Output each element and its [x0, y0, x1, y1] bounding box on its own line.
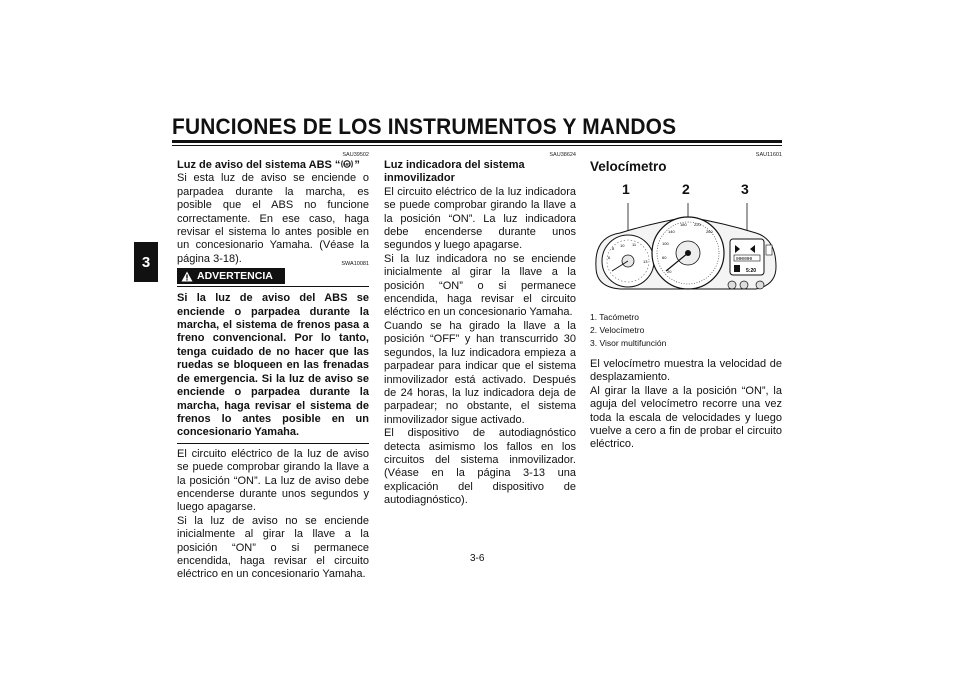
svg-text:ABS: ABS — [343, 162, 352, 167]
abs-warning-icon — [340, 159, 354, 169]
section-code: SAU38624 — [549, 152, 576, 158]
warning-label: ADVERTENCIA — [197, 269, 273, 282]
speedometer-paragraph-1: El velocímetro muestra la velocidad de desplazamiento. — [590, 358, 782, 384]
header-rule-thin — [172, 145, 782, 146]
svg-text:220: 220 — [694, 222, 701, 227]
svg-text:100: 100 — [662, 241, 669, 246]
svg-text:60: 60 — [662, 255, 667, 260]
warning-text: Si la luz de aviso del ABS se enciende o parpadea durante la marcha, el sistema de frenos pasa a freno convencional. Por lo tanto, tenga cuidado de no hacer que las ruedas se bloqueen en las frenadas de emergencia. Si la luz de aviso se enciende o parpadea durante la marcha, haga revisar el sistema de frenos lo antes posible en un concesionario Yamaha. — [177, 292, 369, 439]
warning-badge — [177, 268, 285, 284]
svg-text:8: 8 — [612, 246, 615, 251]
figure-label-3: 3 — [741, 181, 749, 197]
figure-legend — [590, 311, 782, 350]
abs-paragraph-3: Si la luz de aviso no se enciende inicialmente al girar la llave a la posición “ON” o si permanece encendida, haga revisar el circuito eléctrico en un concesionario Yamaha. — [177, 514, 369, 581]
immobilizer-paragraph-3: Cuando se ha girado la llave a la posición “OFF” y han transcurrido 30 segundos, la luz indicadora empieza a parpadear para indicar que el sistema inmovilizador está activado. Después de 24 horas, la luz indicadora deja de parpadear; no obstante, el sistema inmovilizador sigue activado. — [384, 319, 576, 426]
svg-text:260: 260 — [706, 229, 713, 234]
legend-item: 3. Visor multifunción — [590, 338, 667, 348]
warning-triangle-icon — [181, 271, 193, 282]
legend-item: 1. Tacómetro — [590, 312, 639, 322]
warning-end-rule — [177, 443, 369, 444]
lcd-odometer: 000000 — [736, 257, 753, 262]
legend-item: 2. Velocímetro — [590, 325, 645, 335]
svg-text:140: 140 — [668, 229, 675, 234]
column-immobilizer — [384, 152, 576, 508]
page-title: FUNCIONES DE LOS INSTRUMENTOS Y MANDOS — [172, 114, 677, 139]
column-speedometer — [590, 152, 782, 452]
immobilizer-heading: Luz indicadora del sistema inmovilizador — [384, 159, 525, 185]
chapter-tab: 3 — [134, 242, 158, 282]
instrument-cluster-illustration — [590, 197, 782, 297]
svg-text:6: 6 — [608, 255, 611, 260]
speedometer-title: Velocímetro — [590, 159, 667, 174]
abs-paragraph-1: Si esta luz de aviso se enciende o parpadea durante la marcha, es posible que el ABS no funcione correctamente. En ese caso, haga revisar el sistema lo antes posible en un concesionario Yamaha. (Véase la página 3-18). — [177, 172, 369, 265]
lcd-clock: 5:20 — [746, 268, 757, 274]
abs-heading: Luz de aviso del sistema ABS “ ABS ” — [177, 159, 360, 171]
abs-paragraph-2: El circuito eléctrico de la luz de aviso se puede comprobar girando la llave a la posición “ON”. La luz de aviso debe encenderse durante unos segundos y luego apagarse. — [177, 447, 369, 514]
svg-text:20: 20 — [667, 269, 672, 274]
warning-header — [177, 261, 369, 286]
immobilizer-paragraph-2: Si la luz indicadora no se enciende inicialmente al girar la llave a la posición “ON” o si permanece encendida, haga revisar el circuito eléctrico en un concesionario Yamaha. — [384, 252, 576, 319]
warning-code: SWA10081 — [341, 261, 369, 268]
warning-rule — [177, 286, 369, 287]
figure-label-1: 1 — [622, 181, 630, 197]
speedometer-paragraph-2: Al girar la llave a la posición “ON”, la aguja del velocímetro recorre una vez toda la escala de velocidades y luego vuelve a cero a fin de probar el circuito eléctrico. — [590, 384, 782, 451]
figure-label-2: 2 — [682, 181, 690, 197]
svg-text:10: 10 — [620, 243, 625, 248]
svg-text:11: 11 — [632, 242, 637, 247]
immobilizer-paragraph-4: El dispositivo de autodiagnóstico detecta asimismo los fallos en los circuitos del sistema inmovilizador. (Véase en la página 3-13 una explicación del dispositivo de autodiagnóstico). — [384, 427, 576, 507]
svg-text:180: 180 — [680, 222, 687, 227]
svg-text:13: 13 — [643, 259, 648, 264]
instrument-cluster-figure — [590, 183, 782, 299]
section-code: SAU11601 — [755, 152, 782, 158]
column-abs-warning — [177, 152, 369, 582]
section-code: SAU39502 — [342, 152, 369, 158]
page-number: 3-6 — [470, 553, 485, 564]
header-rule — [172, 140, 782, 143]
immobilizer-paragraph-1: El circuito eléctrico de la luz indicadora se puede comprobar girando la llave a la posición “ON”. La luz indicadora debe encenderse durante unos segundos y luego apagarse. — [384, 185, 576, 252]
